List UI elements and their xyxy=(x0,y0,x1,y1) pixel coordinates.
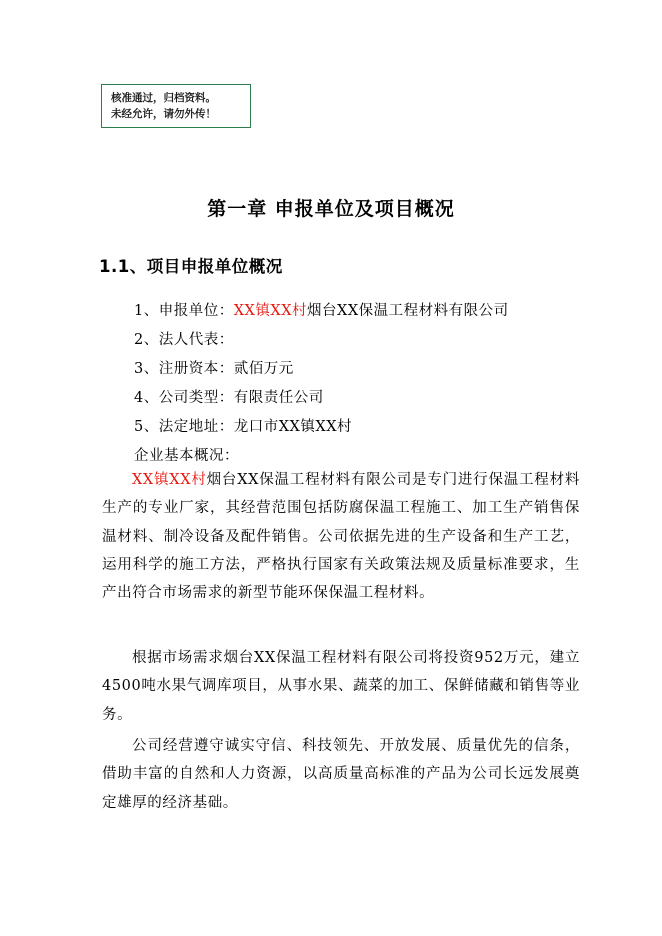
field-applicant-label: 1、申报单位： xyxy=(134,303,234,319)
field-applicant-location: XX镇XX村 xyxy=(233,303,308,319)
field-legal-rep: 2、法人代表： xyxy=(134,332,234,348)
field-address: 5、法定地址：龙口市XX镇XX村 xyxy=(134,419,353,435)
paragraph-company-intro xyxy=(102,466,580,607)
paragraph-philosophy: 公司经营遵守诚实守信、科技领先、开放发展、质量优先的信条，借助丰富的自然和人力资源，以高质量高标准的产品为公司长远发展奠定雄厚的经济基础。 xyxy=(102,738,580,811)
paragraph-investment: 根据市场需求烟台XX保温工程材料有限公司将投资952万元，建立4500吨水果气调库项目，从事水果、蔬菜的加工、保鲜储藏和销售等业务。 xyxy=(102,650,580,723)
intro-location: XX镇XX村 xyxy=(132,472,207,488)
stamp-line-1: 核准通过，归档资料。 xyxy=(111,92,216,104)
chapter-title: 第一章 申报单位及项目概况 xyxy=(207,198,455,220)
field-company-type: 4、公司类型：有限责任公司 xyxy=(134,390,324,406)
section-title: 1.1、项目申报单位概况 xyxy=(99,257,283,276)
field-capital: 3、注册资本：贰佰万元 xyxy=(134,361,294,377)
overview-label: 企业基本概况： xyxy=(134,448,239,464)
stamp-line-2: 未经允许，请勿外传！ xyxy=(111,108,216,120)
approval-stamp xyxy=(101,84,251,128)
field-applicant-company: 烟台XX保温工程材料有限公司 xyxy=(307,303,509,319)
field-applicant xyxy=(134,299,509,320)
intro-text: 烟台XX保温工程材料有限公司是专门进行保温工程材料生产的专业厂家，其经营范围包括防腐保温工程施工、加工生产销售保温材料、制冷设备及配件销售。公司依据先进的生产设备和生产工艺，运用科学的施工方法，严格执行国家有关政策法规及质量标准要求，生产出符合市场需求的新型节能环保保温工程材料。 xyxy=(102,472,580,602)
